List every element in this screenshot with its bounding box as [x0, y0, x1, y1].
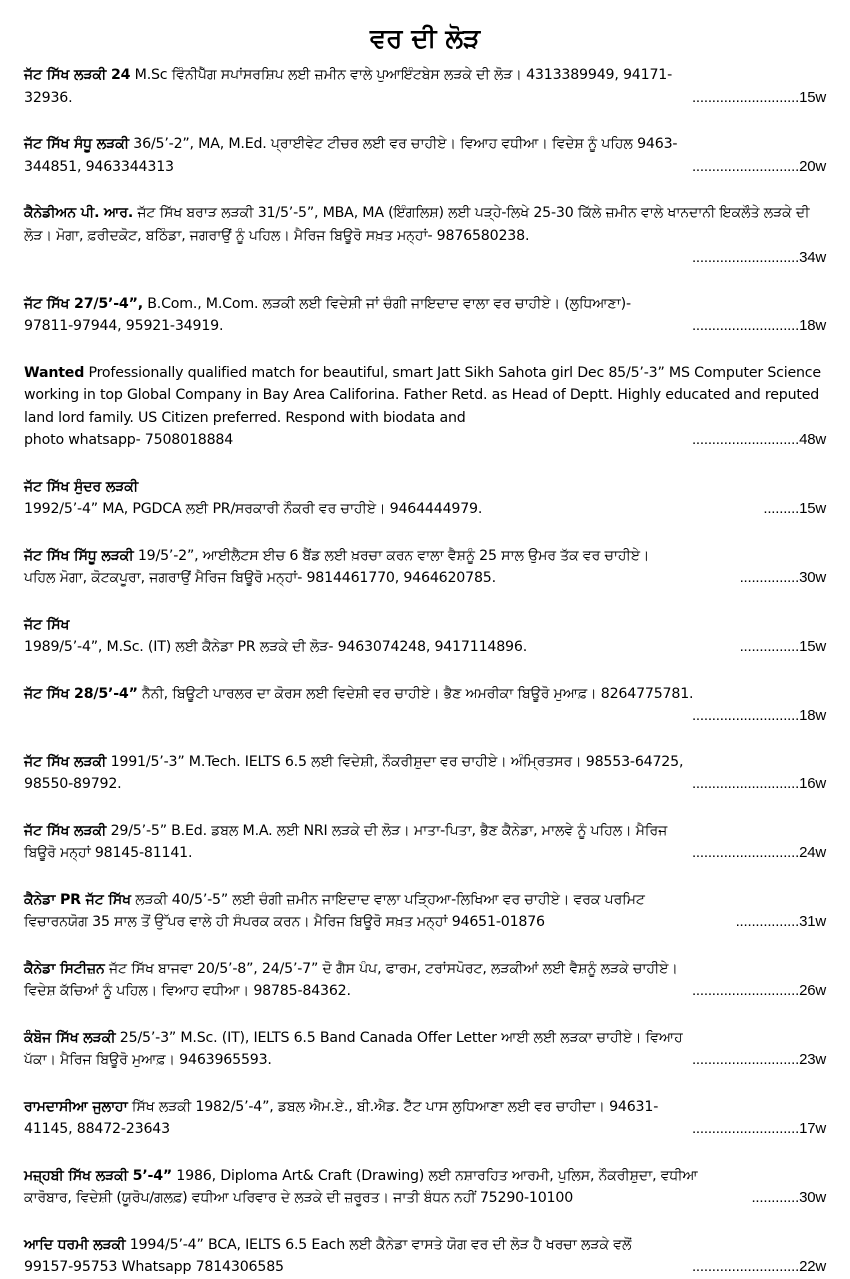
ad-body: ਨੈਨੀ, ਬਿਊਟੀ ਪਾਰਲਰ ਦਾ ਕੋਰਸ ਲਈ ਵਿਦੇਸ਼ੀ ਵਰ ਚਾਹੀਏ। ਭੈਣ ਅਮਰੀਕਾ ਬਿਊਰੋ ਮੁਆਫ਼। 8264775781. [137, 685, 694, 702]
ad-tail-text: 41145, 88472-23643 [24, 1121, 170, 1137]
ad-text [24, 293, 826, 316]
ad-heading: ਜੱਟ ਸਿੱਖ ਸਿੱਧੂ ਲੜਕੀ [24, 547, 134, 564]
ad-tail-text: ਕਾਰੋਬਾਰ, ਵਿਦੇਸ਼ੀ (ਯੂਰੋਪ/ਗਲਫ਼) ਵਧੀਆ ਪਰਿਵਾਰ ਦੇ ਲੜਕੇ ਦੀ ਜ਼ਰੂਰਤ। ਜਾਤੀ ਬੰਧਨ ਨਹੀਂ 75290-10100 [24, 1190, 574, 1206]
ad-text [24, 202, 826, 247]
ad-word-count: ...........................18w [691, 317, 826, 334]
ad-item [24, 751, 826, 796]
ad-body: 36/5’-2”, MA, M.Ed. ਪ੍ਰਾਈਵੇਟ ਟੀਚਰ ਲਈ ਵਰ ਚਾਹੀਏ। ਵਿਆਹ ਵਧੀਆ। ਵਿਦੇਸ਼ ਨੂੰ ਪਹਿਲ 9463- [128, 136, 678, 152]
ad-word-count: .........15w [763, 500, 826, 517]
ad-tail-text: ਪਹਿਲ ਮੋਗਾ, ਕੋਟਕਪੂਰਾ, ਜਗਰਾਉਂ ਮੈਰਿਜ ਬਿਊਰੋ ਮਨ੍ਹਾਂ- 9814461770, 9464620785. [24, 570, 496, 586]
ad-word-count: ...........................18w [691, 707, 826, 724]
ad-item [24, 614, 826, 659]
ad-tail-line [24, 911, 826, 934]
ad-heading: ਜੱਟ ਸਿੱਖ ਲੜਕੀ [24, 753, 107, 770]
ad-body: ਜੱਟ ਸਿੱਖ ਬਾਜਵਾ 20/5’-8”, 24/5’-7” ਦੋ ਗੈਸ ਪੰਪ, ਫਾਰਮ, ਟਰਾਂਸਪੋਰਟ, ਲੜਕੀਆਂ ਲਈ ਵੈਸ਼ਨੂੰ ਲੜਕੇ ਚਾਹੀਏ। [104, 960, 678, 977]
ad-body: ਜੱਟ ਸਿੱਖ ਬਰਾੜ ਲੜਕੀ 31/5’-5”, MBA, MA (ਇੰਗਲਿਸ਼) ਲਈ ਪੜ੍ਹੇ-ਲਿਖੇ 25-30 ਕਿੱਲੇ ਜ਼ਮੀਨ ਵਾਲੇ ਖਾਨਦਾਨੀ ਇਕਲੌਤੇ ਲੜਕੇ ਦੀ ਲੋੜ। ਮੋਗਾ, ਫ਼ਰੀਦਕੋਟ, ਬਠਿੰਡਾ, ਜਗਰਾਉਂ ਨੂੰ ਪਹਿਲ। ਮੈਰਿਜ ਬਿਊਰੋ ਸਖ਼ਤ ਮਨ੍ਹਾਂ- 9876580238. [24, 205, 810, 244]
ad-text [24, 958, 826, 981]
ad-separator [24, 178, 826, 202]
ad-tail-text: ਵਿਚਾਰਨਯੋਗ 35 ਸਾਲ ਤੋਂ ਉੱਪਰ ਵਾਲੇ ਹੀ ਸੰਪਰਕ ਕਰਨ। ਮੈਰਿਜ ਬਿਊਰੋ ਸਖ਼ਤ ਮਨ੍ਹਾਂ 94651-01876 [24, 914, 545, 930]
ad-word-count: ...........................22w [691, 1258, 826, 1275]
ad-item [24, 362, 826, 452]
ad-item [24, 1027, 826, 1072]
ad-text [24, 1234, 826, 1257]
ad-word-count: ...............30w [739, 569, 826, 586]
ad-body: B.Com., M.Com. ਲੜਕੀ ਲਈ ਵਿਦੇਸ਼ੀ ਜਾਂ ਚੰਗੀ ਜਾਇਦਾਦ ਵਾਲਾ ਵਰ ਚਾਹੀਏ। (ਲੁਧਿਆਣਾ)- [142, 295, 631, 312]
ad-separator [24, 727, 826, 751]
ad-text [24, 133, 826, 156]
ad-tail-line [24, 156, 826, 179]
ad-tail-line [24, 1049, 826, 1072]
ad-text [24, 683, 826, 706]
ad-word-count: ...........................48w [691, 431, 826, 448]
ad-word-count: ................31w [735, 913, 826, 930]
ad-item [24, 133, 826, 178]
ad-word-count: ...........................16w [691, 775, 826, 792]
ad-body: M.Sc ਵਿੰਨੀਪੈੱਗ ਸਪਾਂਸਰਸ਼ਿਪ ਲਈ ਜ਼ਮੀਨ ਵਾਲੇ ਪੁਆਇੰਟਬੇਸ ਲੜਕੇ ਦੀ ਲੋੜ। 4313389949, 94171- [130, 67, 673, 83]
ad-tail-line [24, 1118, 826, 1141]
ad-tail-line [24, 567, 826, 590]
ad-heading: ਕੈਨੇਡਾ ਸਿਟੀਜ਼ਨ [24, 960, 105, 977]
ad-heading: ਕੈਨੇਡੀਅਨ ਪੀ. ਆਰ. [24, 205, 134, 221]
ad-tail-line [24, 842, 826, 865]
ad-word-count: ...........................26w [691, 982, 826, 999]
ad-tail-line [24, 705, 826, 727]
ad-tail-line [24, 429, 826, 452]
ad-heading: ਆਦਿ ਧਰਮੀ ਲੜਕੀ [24, 1236, 126, 1253]
ad-body: Professionally qualified match for beautiful, smart Jatt Sikh Sahota girl Dec 85/5’-3” MS Computer Science working in top Global Company in Bay Area Califorina. Father Retd. as Head of Deptt. Highly educated and reputed land lord family. US Citizen preferred. Respond with biodata and [24, 364, 821, 426]
ad-tail-text: photo whatsapp- 7508018884 [24, 432, 234, 448]
ad-tail-text: 97811-97944, 95921-34919. [24, 318, 224, 334]
ad-separator [24, 1072, 826, 1096]
ad-separator [24, 521, 826, 545]
ad-heading: ਜੱਟ ਸਿੱਖ 27/5’-4”, [24, 295, 143, 312]
ad-text [24, 1165, 826, 1188]
ad-tail-line [24, 247, 826, 269]
ad-text [24, 545, 826, 568]
ad-text [24, 820, 826, 843]
ad-body: 1991/5’-3” M.Tech. IELTS 6.5 ਲਈ ਵਿਦੇਸ਼ੀ, ਨੌਕਰੀਸ਼ੁਦਾ ਵਰ ਚਾਹੀਏ। ਅੰਮ੍ਰਿਤਸਰ। 98553-64725, [106, 753, 684, 770]
ad-body: 1986, Diploma Art& Craft (Drawing) ਲਈ ਨਸ਼ਾਰਹਿਤ ਆਰਮੀ, ਪੁਲਿਸ, ਨੌਕਰੀਸ਼ੁਦਾ, ਵਧੀਆ [172, 1167, 698, 1184]
ad-word-count: ...........................20w [691, 157, 826, 175]
ad-heading: ਜੱਟ ਸਿੱਖ ਸੰਧੂ ਲੜਕੀ [24, 136, 129, 152]
ad-separator [24, 590, 826, 614]
ad-text [24, 476, 826, 499]
ad-heading: ਕੰਬੋਜ ਸਿੱਖ ਲੜਕੀ [24, 1029, 116, 1046]
ad-body: 29/5’-5” B.Ed. ਡਬਲ M.A. ਲਈ NRI ਲੜਕੇ ਦੀ ਲੋੜ। ਮਾਤਾ-ਪਿਤਾ, ਭੈਣ ਕੈਨੇਡਾ, ਮਾਲਵੇ ਨੂੰ ਪਹਿਲ। ਮੈਰਿਜ [106, 822, 668, 839]
ad-text [24, 889, 826, 912]
ad-item [24, 683, 826, 727]
ad-separator [24, 269, 826, 293]
ad-tail-text: 99157-95753 Whatsapp 7814306585 [24, 1259, 284, 1275]
ad-text [24, 1096, 826, 1119]
ad-tail-line [24, 498, 826, 521]
ad-tail-text: ਪੱਕਾ। ਮੈਰਿਜ ਬਿਊਰੋ ਮੁਆਫ਼। 9463965593. [24, 1052, 272, 1068]
ad-heading: ਮਜ਼੍ਹਬੀ ਸਿੱਖ ਲੜਕੀ 5’-4” [24, 1167, 172, 1184]
ad-separator [24, 796, 826, 820]
ad-separator [24, 865, 826, 889]
ad-item [24, 1234, 826, 1279]
ad-word-count: ...............15w [739, 638, 826, 655]
ad-item [24, 293, 826, 338]
ad-text [24, 64, 826, 87]
ad-heading: ਜੱਟ ਸਿੱਖ ਸੁੰਦਰ ਲੜਕੀ [24, 478, 139, 495]
ad-tail-line [24, 315, 826, 338]
ad-text [24, 362, 826, 430]
ad-tail-text: 1992/5’-4” MA, PGDCA ਲਈ PR/ਸਰਕਾਰੀ ਨੌਕਰੀ ਵਰ ਚਾਹੀਏ। 9464444979. [24, 501, 483, 517]
ad-tail-line [24, 1256, 826, 1279]
ad-word-count: ............30w [751, 1189, 826, 1206]
ad-separator [24, 1003, 826, 1027]
ad-tail-text: 98550-89792. [24, 776, 122, 792]
ad-item [24, 545, 826, 590]
ad-word-count: ...........................24w [691, 844, 826, 861]
ad-heading: ਜੱਟ ਸਿੱਖ [24, 616, 70, 633]
ad-tail-line [24, 980, 826, 1003]
ad-body: 25/5’-3” M.Sc. (IT), IELTS 6.5 Band Canada Offer Letter ਆਈ ਲਈ ਲੜਕਾ ਚਾਹੀਏ। ਵਿਆਹ [115, 1029, 683, 1046]
ad-item [24, 958, 826, 1003]
ad-text [24, 1027, 826, 1050]
ad-item [24, 1165, 826, 1210]
ad-word-count: ...........................17w [691, 1120, 826, 1137]
ad-body: 1994/5’-4” BCA, IELTS 6.5 Each ਲਈ ਕੈਨੇਡਾ ਵਾਸਤੇ ਯੋਗ ਵਰ ਦੀ ਲੋੜ ਹੈ ਖਰਚਾ ਲੜਕੇ ਵਲੋਂ [125, 1236, 632, 1253]
ad-heading: ਰਾਮਦਾਸੀਆ ਜੁਲਾਹਾ [24, 1098, 128, 1115]
ad-item [24, 476, 826, 521]
ad-separator [24, 452, 826, 476]
ad-separator [24, 338, 826, 362]
ad-separator [24, 1210, 826, 1234]
ad-item [24, 202, 826, 269]
ad-separator [24, 1141, 826, 1165]
ad-tail-line [24, 1187, 826, 1210]
ad-tail-text: ਬਿਊਰੋ ਮਨ੍ਹਾਂ 98145-81141. [24, 845, 193, 861]
page-title: ਵਰ ਦੀ ਲੋੜ [369, 24, 481, 54]
ad-item [24, 889, 826, 934]
ad-heading: ਜੱਟ ਸਿੱਖ ਲੜਕੀ [24, 822, 107, 839]
ad-body: ਸਿੱਖ ਲੜਕੀ 1982/5’-4”, ਡਬਲ ਐਮ.ਏ., ਬੀ.ਐਡ. ਟੈੱਟ ਪਾਸ ਲੁਧਿਆਣਾ ਲਈ ਵਰ ਚਾਹੀਦਾ। 94631- [127, 1098, 659, 1115]
ad-separator [24, 109, 826, 133]
ad-heading: ਕੈਨੇਡਾ PR ਜੱਟ ਸਿੱਖ [24, 891, 131, 908]
ad-tail-line [24, 773, 826, 796]
ad-tail-line [24, 87, 826, 110]
ads-list [24, 64, 826, 1279]
ad-tail-text: 344851, 9463344313 [24, 158, 174, 175]
ad-body: 19/5’-2”, ਆਈਲੈਟਸ ਈਚ 6 ਬੈਂਡ ਲਈ ਖ਼ਰਚਾ ਕਰਨ ਵਾਲਾ ਵੈਸ਼ਨੂੰ 25 ਸਾਲ ਉਮਰ ਤੱਕ ਵਰ ਚਾਹੀਏ। [133, 547, 650, 564]
ad-body: ਲੜਕੀ 40/5’-5” ਲਈ ਚੰਗੀ ਜ਼ਮੀਨ ਜਾਇਦਾਦ ਵਾਲਾ ਪੜ੍ਹਿਆ-ਲਿਖਿਆ ਵਰ ਚਾਹੀਏ। ਵਰਕ ਪਰਮਿਟ [130, 891, 645, 908]
ad-heading: Wanted [24, 364, 85, 381]
ad-word-count: ...........................23w [691, 1051, 826, 1068]
ad-word-count: ...........................15w [691, 88, 826, 106]
ad-item [24, 1096, 826, 1141]
ad-tail-text: ਵਿਦੇਸ਼ ਕੱਚਿਆਂ ਨੂੰ ਪਹਿਲ। ਵਿਆਹ ਵਧੀਆ। 98785-84362. [24, 983, 351, 999]
ad-text [24, 614, 826, 637]
ad-word-count: ...........................34w [691, 249, 826, 266]
ad-tail-text: 1989/5’-4”, M.Sc. (IT) ਲਈ ਕੈਨੇਡਾ PR ਲੜਕੇ ਦੀ ਲੋੜ- 9463074248, 9417114896. [24, 639, 528, 655]
ad-separator [24, 934, 826, 958]
ad-tail-line [24, 636, 826, 659]
ad-heading: ਜੱਟ ਸਿੱਖ ਲੜਕੀ 24 [24, 67, 131, 83]
ad-item [24, 64, 826, 109]
ad-item [24, 820, 826, 865]
ad-text [24, 751, 826, 774]
ad-tail-text: 32936. [24, 89, 73, 106]
ad-heading: ਜੱਟ ਸਿੱਖ 28/5’-4” [24, 685, 138, 702]
ad-separator [24, 659, 826, 683]
